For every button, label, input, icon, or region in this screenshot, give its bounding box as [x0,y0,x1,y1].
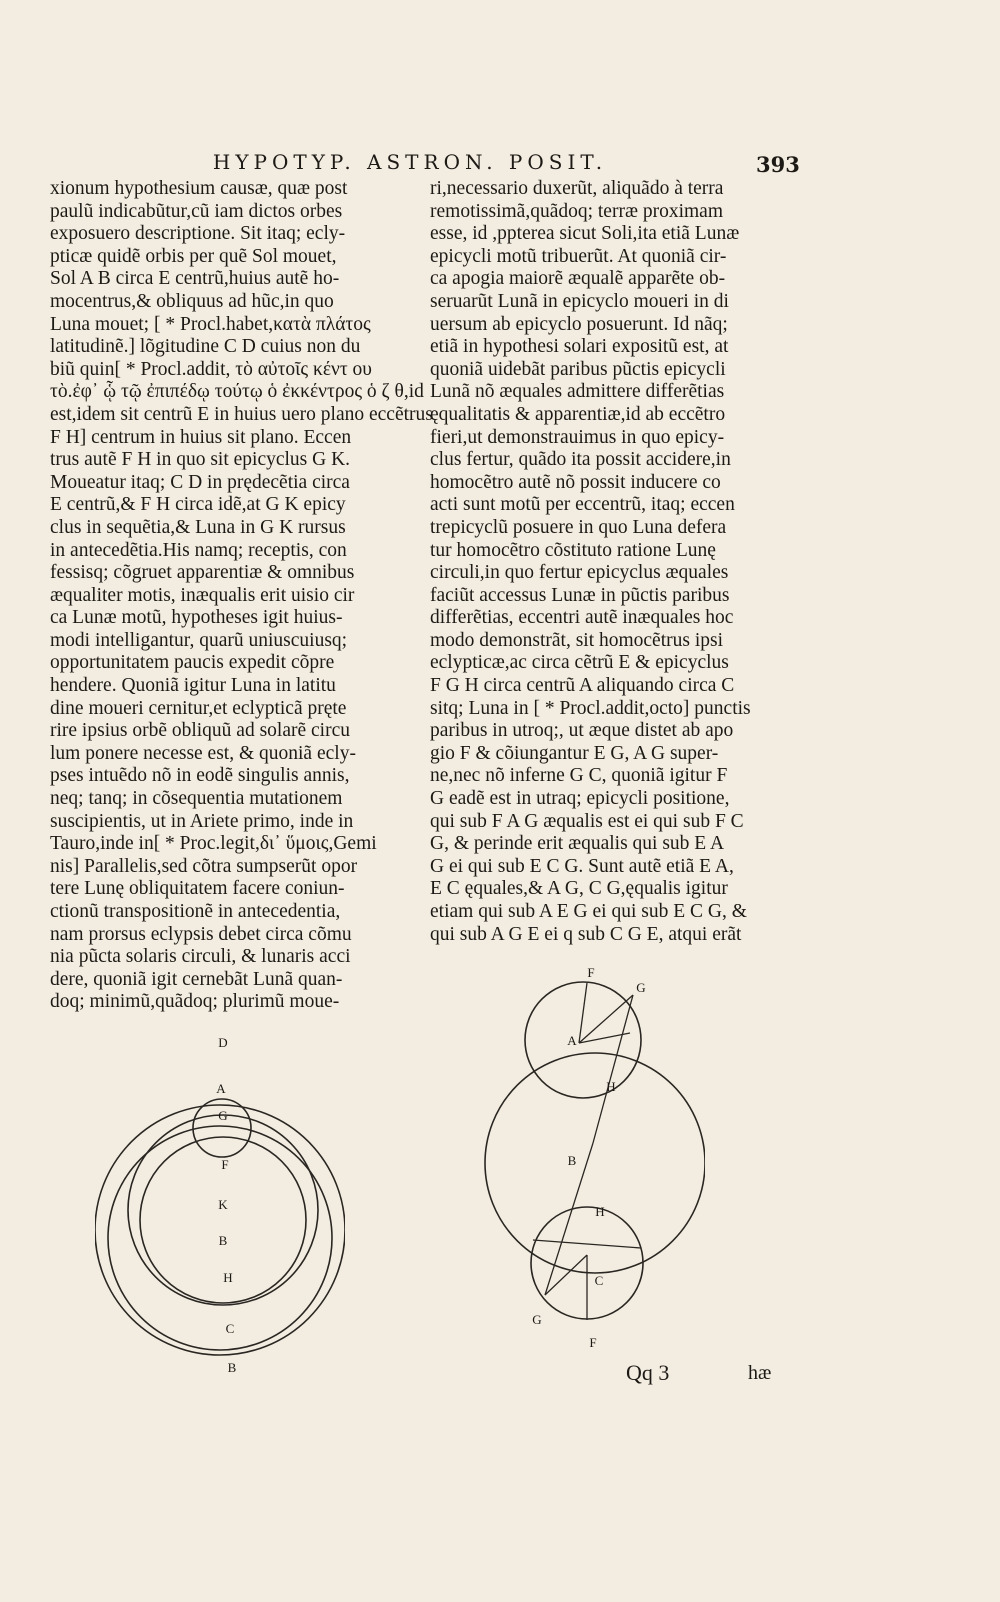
right-text-column [430,178,770,946]
text-line: pticæ quidẽ orbis per quẽ Sol mouet, [50,245,337,267]
text-line: G ei qui sub E C G. Sunt autẽ etiã E A, [430,855,734,877]
text-line: τὸ.ἐφ᾽ ᾧ τῷ ἐπιπέδῳ τούτῳ ὁ ἐκκέντρος ὁ ζ θ,id [50,381,424,403]
label-b: B [218,1233,228,1248]
text-line: etiam qui sub A E G ei qui sub E C G, & [430,901,747,922]
text-line: ne,nec nõ inferne G C, quoniã igitur F [430,765,728,787]
text-line: pses intuẽdo nõ in eodẽ singulis annis, [50,765,350,787]
text-line: est,idem sit centrũ E in huius uero plano eccẽtrus [50,403,433,425]
text-line: rire ipsius orbẽ obliquũ ad solarẽ circu [50,720,350,742]
text-line: differẽtias, eccentri autẽ inæquales hoc [430,607,734,629]
label-g-bottom: G [532,1312,542,1327]
text-line: in antecedẽtia.His namq; receptis, con [50,539,347,561]
text-line: exposuero descriptione. Sit itaq; ecly- [50,223,346,245]
text-line: Luna mouet; [ * Procl.habet,κατὰ πλάτος [50,313,371,335]
label-a: A [216,1081,226,1096]
text-line: gio F & cõiungantur E G, A G super- [430,742,719,764]
text-line: paribus in utroq;, ut æque distet ab apo [430,720,734,742]
label-k: K [218,1197,228,1212]
outer-circle [95,1105,345,1355]
text-line: sitq; Luna in [ * Procl.addit,octo] punctis [430,697,751,719]
text-line: eclypticæ,ac circa cẽtrũ E & epicyclus [430,652,729,674]
catchword: hæ [748,1362,772,1384]
label-h-upper: H [606,1079,616,1094]
text-line: ca apogia maiorẽ æqualẽ apparẽte ob- [430,268,726,290]
text-line: lum ponere necesse est, & quoniã ecly- [50,742,356,764]
label-f: F [221,1157,229,1172]
text-line: hendere. Quoniã igitur Luna in latitu [50,675,336,697]
text-line: biũ quin[ * Procl.addit, τὸ αὐτοῖς κέντ ου [50,358,372,380]
text-line: doq; minimũ,quãdoq; plurimũ moue- [50,991,340,1013]
homocentric-circle [485,1053,705,1273]
line-f-a [579,983,587,1043]
text-line: ęqualitatis & apparentiæ,id ab eccẽtro [430,403,726,425]
text-line: trus autẽ F H in quo sit epicyclus G K. [50,449,351,471]
text-line: clus in sequẽtia,& Luna in G K rursus [50,516,346,538]
text-line: G, & perinde erit æqualis qui sub E A [430,833,725,855]
text-line: suscipientis, ut in Ariete primo, inde in [50,810,354,832]
text-line: faciũt accessus Lunæ in pũctis paribus [430,584,730,606]
text-line: G eadẽ est in utraq; epicycli positione, [430,788,730,810]
text-line: dine moueri cernitur,et eclypticã pręte [50,697,347,719]
text-line: etiã in hypothesi solari expositũ est, at [430,336,729,358]
text-line: qui sub F A G æqualis est ei qui sub F C [430,810,744,832]
label-f-bottom: F [589,1335,597,1350]
text-line: F G H circa centrũ A aliquando circa C [430,675,735,697]
line-e-g-upper [593,995,633,1143]
text-line: fieri,ut demonstrauimus in quo epicy- [430,426,725,448]
label-g: G [218,1108,228,1123]
label-b: B [567,1153,577,1168]
text-line: opportunitatem paucis expedit cõpre [50,652,335,674]
label-g-top: G [636,980,646,995]
text-line: acti sunt motũ per eccentrũ, itaq; eccen [430,494,735,516]
text-line: xionum hypothesium causæ, quæ post [50,178,348,199]
line-a-g [579,995,633,1043]
left-text-column [50,178,433,1014]
text-line: circuli,in quo fertur epicyclus æquales [430,562,729,584]
text-line: nis] Parallelis,sed cõtra sumpserũt opor [50,855,358,877]
label-c: C [594,1273,604,1288]
text-line: Sol A B circa E centrũ,huius autẽ ho- [50,268,340,290]
text-line: paulũ indicabũtur,cũ iam dictos orbes [50,200,343,222]
text-line: E C ęquales,& A G, C G,ęqualis igitur [430,878,728,900]
text-line: æqualiter motis, inæqualis erit uisio cir [50,584,355,606]
text-line: ctionũ transpositionẽ in antecedentia, [50,901,341,922]
label-f-top: F [587,965,595,980]
text-line: ca Lunæ motũ, hypotheses igit huius- [50,607,343,629]
line-c-chord [533,1240,641,1248]
epicycle-diagram [475,965,705,1350]
text-line: remotissimã,quãdoq; terræ proximam [430,200,723,222]
text-line: uersum ab epicyclo posuerunt. Id nãq; [430,313,728,335]
text-line: Moueatur itaq; C D in prędecẽtia circa [50,471,350,493]
text-line: quoniã uidebãt paribus pũctis epicycli [430,358,726,380]
text-line: latitudinẽ.] lõgitudine C D cuius non du [50,336,361,358]
text-line: ri,necessario duxerũt, aliquãdo à terra [430,178,724,199]
label-c: C [225,1321,235,1336]
text-line: modo demonstrãt, sit homocẽtrus ipsi [430,629,724,651]
running-title: HYPOTYP. ASTRON. POSIT. [212,150,608,174]
label-b-bottom: B [227,1360,237,1375]
text-line: Lunã nõ æquales admittere differẽtias [430,381,725,403]
text-line: tere Lunę obliquitatem facere coniun- [50,878,345,900]
text-line: nia pũcta solaris circuli, & lunaris acci [50,946,351,968]
text-line: E centrũ,& F H circa idẽ,at G K epicy [50,494,346,516]
text-line: tur homocẽtro cõstituto ratione Lunę [430,539,716,561]
text-line: epicycli motũ tribuerũt. At quoniã cir- [430,245,727,267]
text-line: clus fertur, quãdo ita possit accidere,in [430,449,731,471]
text-line: seruarũt Lunã in epicyclo moueri in di [430,290,729,312]
text-line: esse, id ,ppterea sicut Soli,ita etiã Lunæ [430,223,740,245]
text-line: neq; tanq; in cõsequentia mutationem [50,788,343,810]
text-line: qui sub A G E ei q sub C G E, atqui erãt [430,923,742,945]
text-line: mocentrus,& obliquus ad hũc,in quo [50,290,334,312]
label-d: D [218,1035,228,1050]
text-line: F H] centrum in huius sit plano. Eccen [50,426,352,448]
text-line: fessisq; cõgruet apparentiæ & omnibus [50,562,355,584]
signature-mark: Qq 3 [626,1360,670,1385]
label-h: H [223,1270,233,1285]
text-line: Tauro,inde in[ * Proc.legit,δι᾽ ὕμοις,Gemi [50,833,377,855]
text-line: nam prorsus eclypsis debet circa cõmu [50,923,352,945]
text-line: homocẽtro autẽ nõ possit inducere co [430,471,721,493]
label-a: A [567,1033,577,1048]
text-line: modi intelligantur, quarũ uniuscuiusq; [50,629,348,651]
page-number: 393 [756,152,800,177]
label-h-lower: H [595,1204,605,1219]
text-line: trepicyclũ posuere in quo Luna defera [430,516,727,538]
text-line: dere, quoniã igit cernebãt Lunã quan- [50,968,343,990]
concentric-circles-diagram [95,1035,345,1375]
